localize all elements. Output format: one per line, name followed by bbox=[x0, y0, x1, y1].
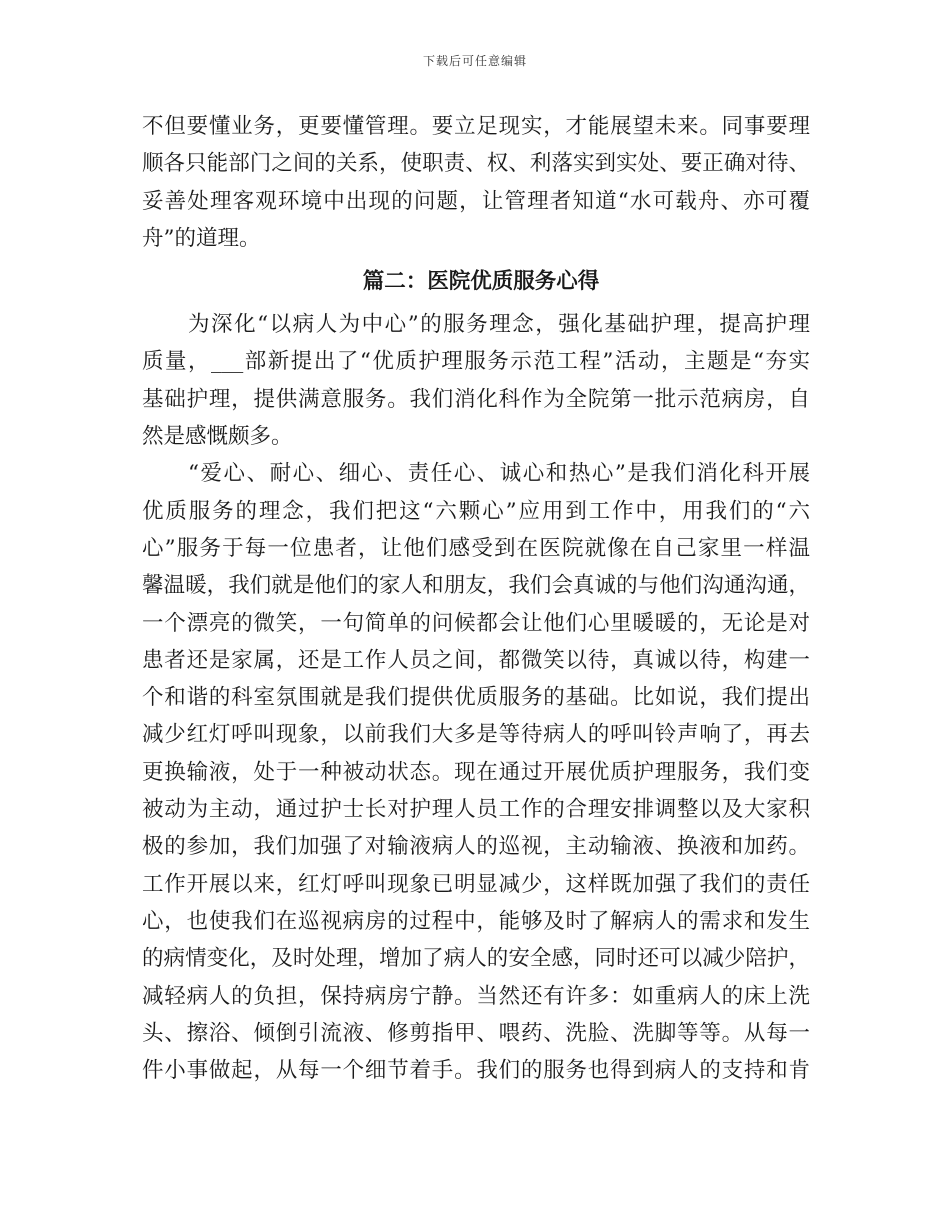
text-line: 不但要懂业务，更要懂管理。要立足现实，才能展望未来。同事要理 bbox=[142, 114, 810, 139]
paragraph-2 bbox=[142, 306, 810, 455]
paragraph-3 bbox=[142, 455, 810, 1089]
text-line: 的病情变化，及时处理，增加了病人的安全感，同时还可以减少陪护， bbox=[142, 946, 810, 972]
text-line: 优质服务的理念，我们把这“六颗心”应用到工作中，用我们的“六 bbox=[142, 498, 810, 524]
text-line: 更换输液，处于一种被动状态。现在通过开展优质护理服务，我们变 bbox=[142, 759, 810, 785]
section-title: 篇二：医院优质服务心得 bbox=[362, 269, 600, 295]
text-line: 减少红灯呼叫现象，以前我们大多是等待病人的呼叫铃声响了，再去 bbox=[142, 722, 810, 748]
text-line: 质量，___部新提出了“优质护理服务示范工程”活动，主题是“夯实 bbox=[142, 349, 810, 375]
text-line: 心，也使我们在巡视病房的过程中，能够及时了解病人的需求和发生 bbox=[142, 908, 810, 934]
text-line: 工作开展以来，红灯呼叫现象已明显减少，这样既加强了我们的责任 bbox=[142, 871, 810, 897]
text-line: 减轻病人的负担，保持病房宁静。当然还有许多：如重病人的床上洗 bbox=[142, 983, 810, 1009]
document-body bbox=[142, 108, 810, 1089]
text-line: 极的参加，我们加强了对输液病人的巡视，主动输液、换液和加药。 bbox=[142, 834, 810, 860]
text-line: 患者还是家属，还是工作人员之间，都微笑以待，真诚以待，构建一 bbox=[142, 647, 810, 673]
text-line: 一个漂亮的微笑，一句简单的问候都会让他们心里暖暖的，无论是对 bbox=[142, 610, 810, 636]
text-line: 妥善处理客观环境中出现的问题，让管理者知道“水可载舟、亦可覆 bbox=[142, 188, 810, 214]
text-line: 舟”的道理。 bbox=[142, 225, 261, 251]
text-line: “爱心、耐心、细心、责任心、诚心和热心”是我们消化科开展 bbox=[142, 461, 810, 487]
text-line: 然是感慨颇多。 bbox=[142, 424, 293, 450]
text-line: 被动为主动，通过护士长对护理人员工作的合理安排调整以及大家积 bbox=[142, 797, 810, 823]
text-line: 个和谐的科室氛围就是我们提供优质服务的基础。比如说，我们提出 bbox=[142, 685, 810, 711]
text-line: 件小事做起，从每一个细节着手。我们的服务也得到病人的支持和肯 bbox=[142, 1058, 810, 1084]
paragraph-1 bbox=[142, 108, 810, 257]
page-header: 下载后可任意编辑 bbox=[422, 54, 527, 68]
text-line: 为深化“以病人为中心”的服务理念，强化基础护理，提高护理 bbox=[142, 312, 810, 338]
text-line: 头、擦浴、倾倒引流液、修剪指甲、喂药、洗脸、洗脚等等。从每一 bbox=[142, 1020, 810, 1046]
text-line: 基础护理，提供满意服务。我们消化科作为全院第一批示范病房，自 bbox=[142, 386, 810, 412]
text-line: 顺各只能部门之间的关系，使职责、权、利落实到实处、要正确对待、 bbox=[142, 151, 810, 177]
text-line: 心”服务于每一位患者，让他们感受到在医院就像在自己家里一样温 bbox=[142, 535, 810, 561]
text-line: 馨温暖，我们就是他们的家人和朋友，我们会真诚的与他们沟通沟通， bbox=[142, 573, 810, 599]
